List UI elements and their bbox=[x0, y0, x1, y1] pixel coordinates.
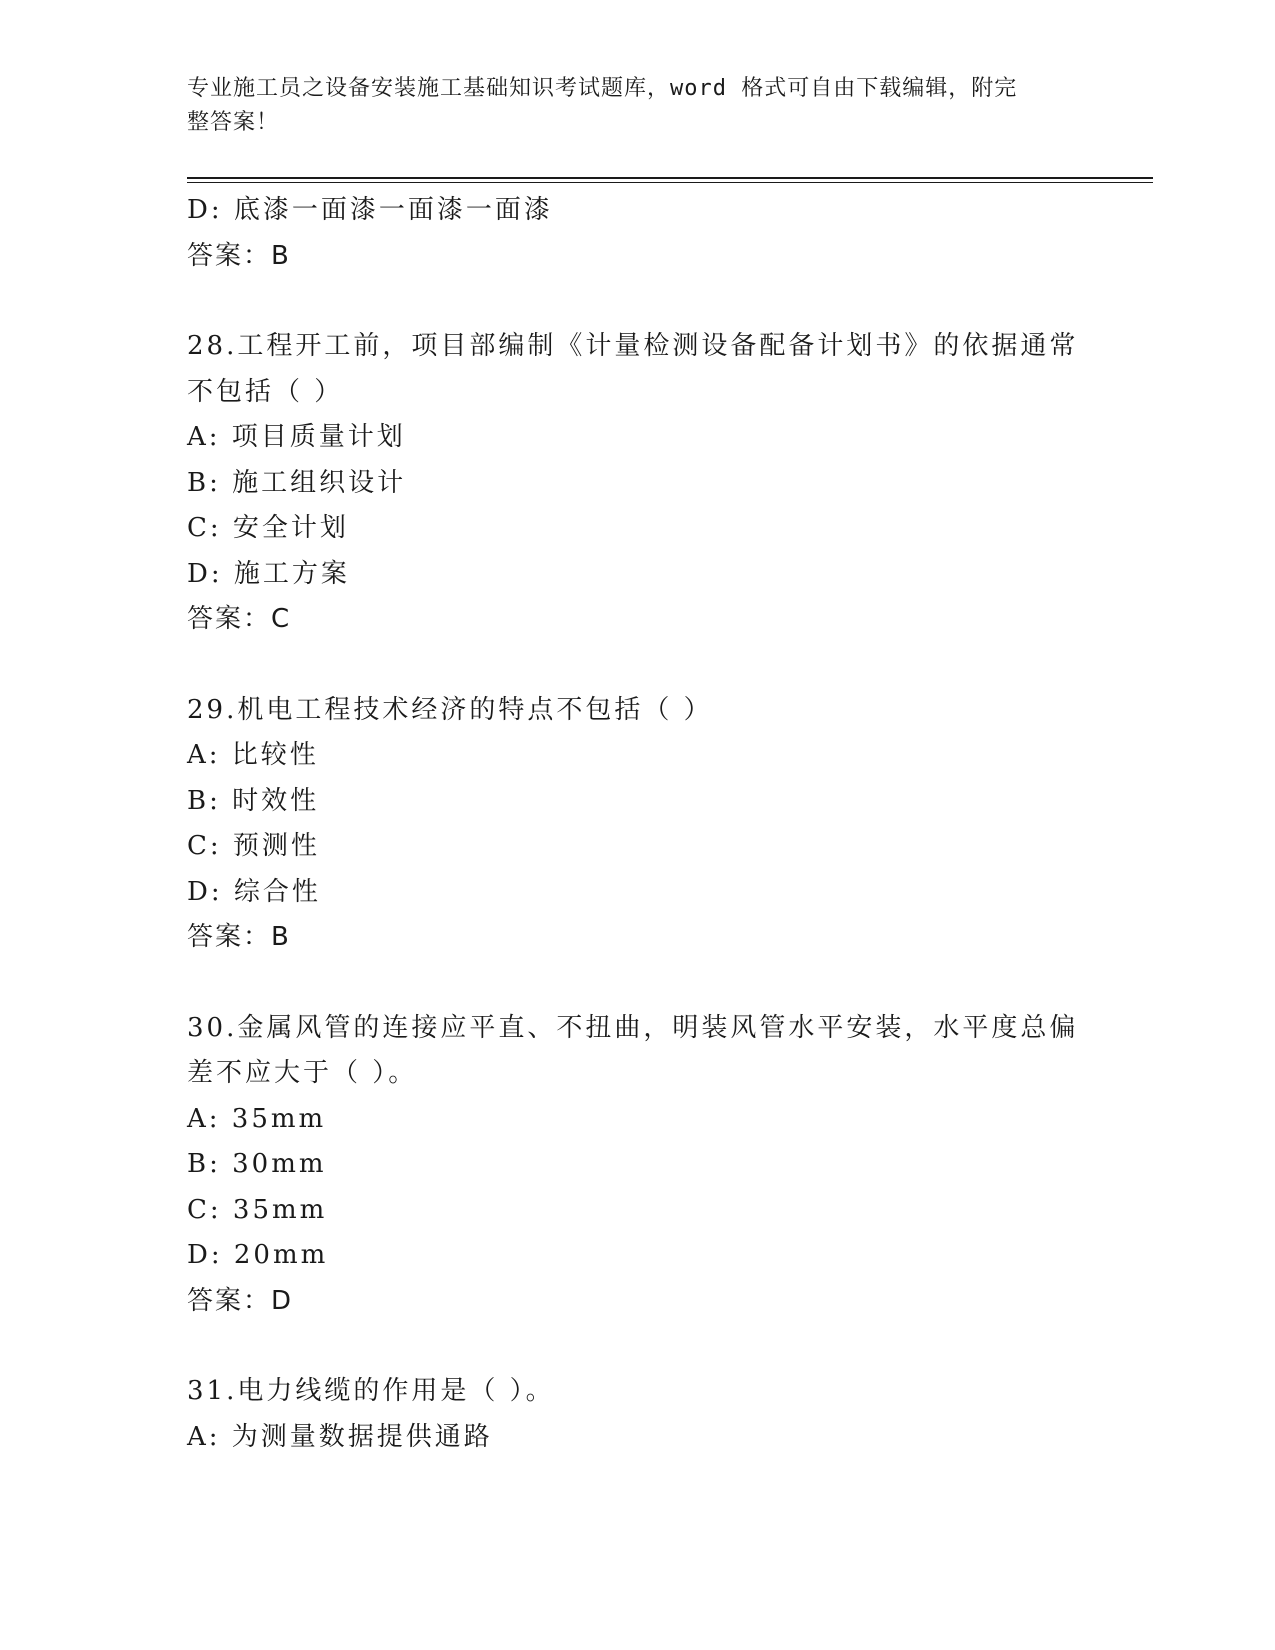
question-31-text: 31.电力线缆的作用是（ ）。 bbox=[187, 1376, 555, 1406]
question-29-answer: 答案：B bbox=[187, 922, 291, 952]
question-30-option-a: A: 35mm bbox=[187, 1103, 327, 1134]
spacer bbox=[187, 1324, 1087, 1369]
question-31-option-a: A: 为测量数据提供通路 bbox=[187, 1421, 493, 1452]
question-28-option-a: A: 项目质量计划 bbox=[187, 422, 406, 452]
question-list bbox=[187, 188, 1087, 1460]
spacer bbox=[187, 279, 1087, 324]
header-rule-thin bbox=[187, 182, 1153, 183]
question-29-option-b: B: 时效性 bbox=[187, 785, 320, 816]
question-28-answer: 答案：C bbox=[187, 604, 292, 634]
question-28-text-line-2: 不包括（ ） bbox=[187, 376, 344, 407]
question-30 bbox=[187, 1006, 1087, 1325]
question-30-answer: 答案：D bbox=[187, 1285, 294, 1316]
question-30-text-line-1: 30.金属风管的连接应平直、不扭曲，明装风管水平安装，水平度总偏 bbox=[187, 1012, 1079, 1043]
question-29 bbox=[187, 688, 1087, 961]
question-28-text-line-1: 28.工程开工前，项目部编制《计量检测设备配备计划书》的依据通常 bbox=[187, 331, 1079, 361]
question-30-option-d: D: 20mm bbox=[187, 1240, 329, 1270]
question-28-option-c: C: 安全计划 bbox=[187, 513, 349, 543]
question-28-option-b: B: 施工组织设计 bbox=[187, 467, 407, 498]
prev-option-d: D: 底漆一面漆一面漆一面漆 bbox=[187, 195, 553, 225]
header-line-2: 整答案！ bbox=[187, 110, 280, 135]
document-header bbox=[187, 72, 1067, 140]
question-29-text: 29.机电工程技术经济的特点不包括（ ） bbox=[187, 694, 713, 725]
question-29-option-a: A: 比较性 bbox=[187, 740, 319, 770]
question-30-text-line-2: 差不应大于（ ）。 bbox=[187, 1058, 418, 1088]
question-31 bbox=[187, 1369, 1087, 1460]
question-30-option-c: C: 35mm bbox=[187, 1194, 328, 1225]
header-line-1: 专业施工员之设备安装施工基础知识考试题库，word 格式可自由下载编辑，附完 bbox=[187, 76, 1018, 101]
question-30-option-b: B: 30mm bbox=[187, 1149, 327, 1179]
spacer bbox=[187, 961, 1087, 1006]
spacer bbox=[187, 643, 1087, 688]
header-rule-thick bbox=[187, 177, 1153, 179]
question-29-option-c: C: 预测性 bbox=[187, 831, 320, 861]
prev-answer: 答案：B bbox=[187, 240, 291, 271]
question-28 bbox=[187, 324, 1087, 643]
question-28-option-d: D: 施工方案 bbox=[187, 558, 350, 589]
question-29-option-d: D: 综合性 bbox=[187, 876, 321, 907]
